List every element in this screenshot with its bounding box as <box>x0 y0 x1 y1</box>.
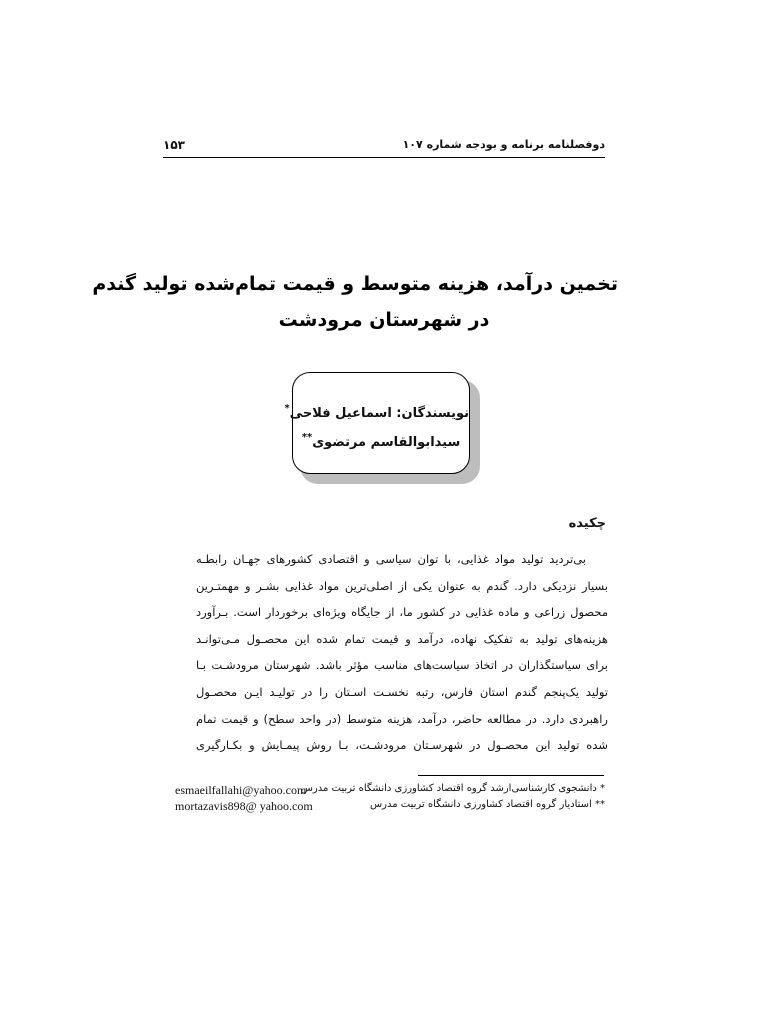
author-2-footnote-mark: ** <box>301 432 313 443</box>
footnote-1-affiliation: * دانشجوی کارشناسی‌ارشد گروه اقتصاد کشاورزی دانشگاه تربیت مدرس <box>300 783 605 794</box>
author-1-name: نویسندگان: اسماعیل فلاحی <box>289 406 469 421</box>
author-2 <box>293 426 469 455</box>
author-2-name: سیدابوالقاسم مرتضوی <box>312 435 461 450</box>
abstract-body <box>196 546 608 759</box>
author-1-footnote-mark: * <box>284 403 290 414</box>
footnote-2-email: mortazavis898@ yahoo.com <box>175 799 313 813</box>
abstract-line: برای سیاستگذاران در اتخاذ سیاست‌های مناسب مؤثر باشد. شهرستان مرودشـت بـا <box>196 658 608 673</box>
abstract-line: تولید یک‌پنجم گندم استان فارس، رتبه نخسـت اسـتان را در تولیـد ایـن محصـول <box>196 684 608 699</box>
abstract-line: بسیار نزدیکی دارد. گندم به عنوان یکی از اصلی‌ترین مواد غذایی بشـر و مهمتـرین <box>196 578 608 593</box>
footnote-1 <box>175 783 605 799</box>
abstract-line: هزینه‌های تولید به تفکیک نهاده، درآمد و قیمت تمام شده این محصـول مـی‌توانـد <box>196 631 608 646</box>
header-rule <box>163 157 605 158</box>
title-line-2: در شهرستان مرودشت <box>278 309 490 331</box>
paper-title <box>92 266 618 338</box>
abstract-line: محصول زراعی و ماده غذایی در کشور ما، از جایگاه ویژه‌ای برخوردار است. بـرآورد <box>196 605 608 620</box>
page-number: ۱۵۳ <box>163 138 185 152</box>
footnote-2-affiliation: ** استادیار گروه اقتصاد کشاورزی دانشگاه تربیت مدرس <box>369 799 605 810</box>
running-header <box>163 138 605 154</box>
authors-box-frame <box>284 372 470 474</box>
title-line-1: تخمین درآمد، هزینه متوسط و قیمت تمام‌شده تولید گندم <box>92 273 618 295</box>
authors-box <box>284 372 472 476</box>
footnote-1-email: esmaeilfallahi@yahoo.com <box>175 783 307 797</box>
abstract-line: بی‌تردید تولید مواد غذایی، با توان سیاسی و اقتصادی کشورهای جهـان رابطـه <box>196 552 586 566</box>
journal-name: دوفصلنامه برنامه و بودجه شماره ۱۰۷ <box>402 138 605 151</box>
author-1 <box>284 397 469 426</box>
footnote-rule <box>418 775 604 776</box>
abstract-line: راهبردی دارد. در مطالعه حاضر، درآمد، هزینه متوسط (در واحد سطح) و قیمت تمام <box>196 711 608 726</box>
abstract-line: شده تولید این محصـول در شهرسـتان مرودشـت، بـا روش پیمـایش و بکـارگیری <box>196 738 608 753</box>
abstract-heading: چکیده <box>568 516 606 531</box>
footnote-2 <box>175 799 605 815</box>
